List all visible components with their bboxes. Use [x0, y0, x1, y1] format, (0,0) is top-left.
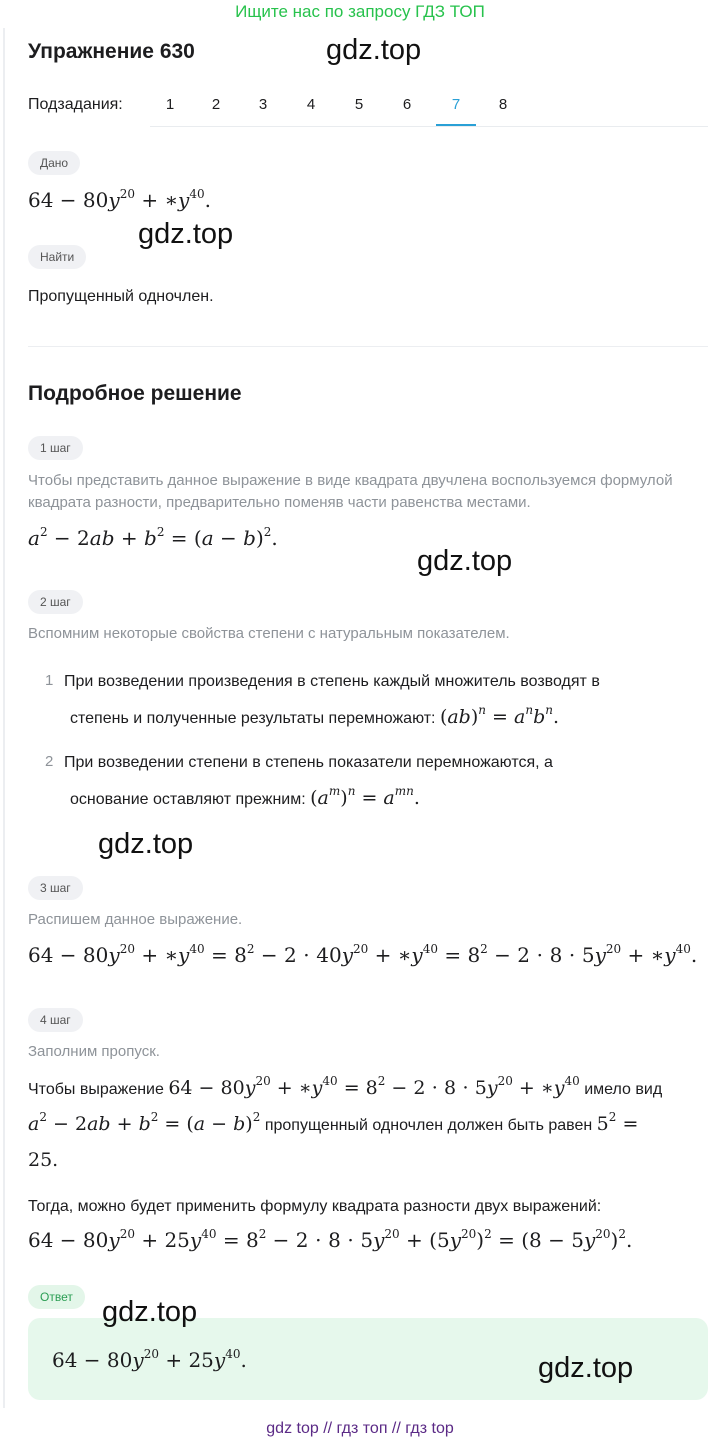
rule2-formula: $(a^m)^n = a^{mn}$. [310, 784, 420, 809]
tab-6[interactable]: 6 [402, 96, 412, 113]
step4-line2 [28, 1112, 638, 1138]
rule2-line1: При возведении степени в степень показатели перемножаются, а [64, 754, 553, 771]
step3-badge: 3 шаг [28, 876, 83, 900]
step4-line1-pre: Чтобы выражение [28, 1081, 164, 1098]
tab-8[interactable]: 8 [498, 96, 508, 113]
step4-formula-1: $64 - 80y^{20}$ + $∗y^{40} = 8^2 - 2 \cdot 8 \cdot 5y^{20}$ + $∗y^{40}$ [168, 1074, 580, 1099]
rule2-line2-text: основание оставляют прежним: [70, 791, 306, 808]
step1-text: Чтобы представить данное выражение в виде квадрата двучлена воспользуемся формулой квадрата разности, предварительно поменяв части равенства местами. [28, 472, 673, 511]
rule1-line2-text: степень и полученные результаты перемножают: [70, 710, 436, 727]
exercise-title: Упражнение 630 [28, 40, 195, 63]
step4-line2-mid: пропущенный одночлен должен быть равен [264, 1117, 593, 1134]
subtask-tabs [150, 86, 708, 127]
left-border [3, 28, 5, 1408]
divider [28, 346, 708, 347]
watermark: gdz.top [98, 828, 194, 860]
tab-5[interactable]: 5 [354, 96, 364, 113]
step4-line1 [28, 1076, 662, 1102]
step4-badge: 4 шаг [28, 1008, 83, 1032]
rule1-line1: При возведении произведения в степень каждый множитель возводят в [64, 673, 600, 690]
rule1-number: 1 [45, 672, 54, 689]
watermark: gdz.top [326, 34, 422, 66]
footer-links[interactable]: gdz top // гдз топ // гдз top [266, 1420, 454, 1437]
given-expression: $64 - 80y^{20}$ + $∗y^{40}$. [28, 187, 211, 212]
step1-formula: $a^2 - 2ab + b^2 = (a - b)^2$. [28, 525, 278, 550]
step4-line4: Тогда, можно будет применить формулу квадрата разности двух выражений: [28, 1198, 602, 1215]
rule1-line2 [70, 705, 559, 731]
given-badge: Дано [28, 151, 80, 175]
step4-formula-3: $5^2$ = [596, 1110, 639, 1135]
rule2-number: 2 [45, 753, 54, 770]
step2-badge: 2 шаг [28, 590, 83, 614]
tab-7[interactable]: 7 [436, 86, 476, 126]
step4-line1-post: имело вид [584, 1081, 663, 1098]
tab-2[interactable]: 2 [211, 96, 221, 113]
find-text: Пропущенный одночлен. [28, 288, 214, 305]
rule2-line2 [70, 786, 420, 812]
find-badge: Найти [28, 245, 86, 269]
step4-line3: 25. [28, 1149, 59, 1171]
step4-text: Заполним пропуск. [28, 1043, 160, 1060]
tab-1[interactable]: 1 [165, 96, 175, 113]
step3-text: Распишем данное выражение. [28, 911, 243, 928]
step1-badge: 1 шаг [28, 436, 83, 460]
watermark: gdz.top [538, 1352, 634, 1384]
solution-title: Подробное решение [28, 382, 242, 405]
watermark: gdz.top [417, 545, 513, 577]
answer-badge: Ответ [28, 1285, 85, 1309]
step3-formula: $64 - 80y^{20}$ + $∗y^{40} = 8^2 - 2 \cdot 40y^{20}$ + $∗y^{40} = 8^2 - 2 \cdot 8 \cdot 5y^{20}$ + $∗y^{40}$. [28, 942, 698, 967]
watermark: gdz.top [102, 1296, 198, 1328]
search-banner: Ищите нас по запросу ГДЗ ТОП [235, 2, 485, 21]
answer-formula: $64 - 80y^{20} + 25y^{40}$. [52, 1347, 247, 1372]
rule1-formula: $(ab)^n = a^nb^n$. [439, 703, 560, 728]
step2-text: Вспомним некоторые свойства степени с натуральным показателем. [28, 625, 510, 642]
subtasks-label: Подзадания: [28, 96, 123, 113]
step4-final-formula: $64 - 80y^{20} + 25y^{40} = 8^2 - 2 \cdot 8 \cdot 5y^{20} + (5y^{20})^2 = (8 - 5y^{20})^2$. [28, 1227, 633, 1252]
step4-formula-2: $a^2 - 2ab + b^2 = (a - b)^2$ [28, 1110, 261, 1135]
tab-3[interactable]: 3 [258, 96, 268, 113]
tab-4[interactable]: 4 [306, 96, 316, 113]
watermark: gdz.top [138, 218, 234, 250]
